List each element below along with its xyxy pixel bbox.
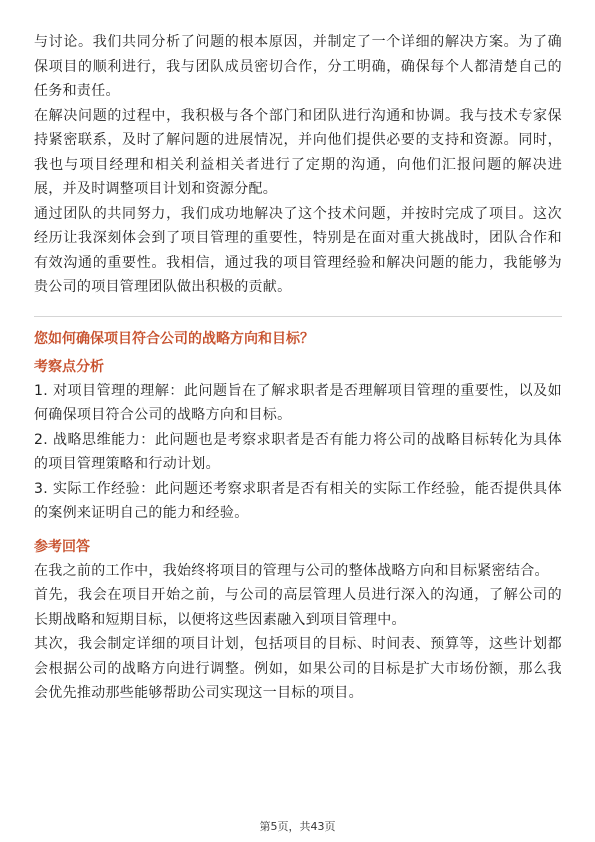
intro-paragraph: 通过团队的共同努力，我们成功地解决了这个技术问题，并按时完成了项目。这次经历让我深刻体会到了项目管理的重要性，特别是在面对重大挑战时，团队合作和有效沟通的重要性。我相信，通过我的项目管理经验和解决问题的能力，我能够为贵公司的项目管理团队做出积极的贡献。 bbox=[34, 205, 562, 295]
answer-paragraph: 在我之前的工作中，我始终将项目的管理与公司的整体战略方向和目标紧密结合。 bbox=[34, 562, 549, 579]
page-number: 第5页，共43页 bbox=[259, 820, 336, 833]
answer-paragraph: 首先，我会在项目开始之前，与公司的高层管理人员进行深入的沟通，了解公司的长期战略和短期目标，以便将这些因素融入到项目管理中。 bbox=[34, 587, 562, 628]
analysis-heading: 考察点分析 bbox=[34, 358, 104, 375]
intro-paragraph: 在解决问题的过程中，我积极与各个部门和团队进行沟通和协调。我与技术专家保持紧密联系，及时了解问题的进展情况，并向他们提供必要的支持和资源。同时，我也与项目经理和相关利益相关者进行了定期的沟通，向他们汇报问题的解决进展，并及时调整项目计划和资源分配。 bbox=[34, 107, 562, 197]
section-divider bbox=[34, 316, 562, 317]
analysis-item: 3. 实际工作经验：此问题还考察求职者是否有相关的实际工作经验，能否提供具体的案例来证明自己的能力和经验。 bbox=[34, 480, 562, 521]
intro-paragraph: 与讨论。我们共同分析了问题的根本原因，并制定了一个详细的解决方案。为了确保项目的顺利进行，我与团队成员密切合作，分工明确，确保每个人都清楚自己的任务和责任。 bbox=[34, 34, 562, 99]
answer-heading: 参考回答 bbox=[34, 538, 90, 555]
analysis-item: 1. 对项目管理的理解：此问题旨在了解求职者是否理解项目管理的重要性，以及如何确保项目符合公司的战略方向和目标。 bbox=[34, 382, 562, 423]
question-title: 您如何确保项目符合公司的战略方向和目标？ bbox=[34, 330, 314, 347]
page-content bbox=[34, 30, 562, 706]
analysis-item: 2. 战略思维能力：此问题也是考察求职者是否有能力将公司的战略目标转化为具体的项目管理策略和行动计划。 bbox=[34, 431, 562, 472]
answer-paragraph: 其次，我会制定详细的项目计划，包括项目的目标、时间表、预算等，这些计划都会根据公司的战略方向进行调整。例如，如果公司的目标是扩大市场份额，那么我会优先推动那些能够帮助公司实现这一目标的项目。 bbox=[34, 636, 562, 701]
